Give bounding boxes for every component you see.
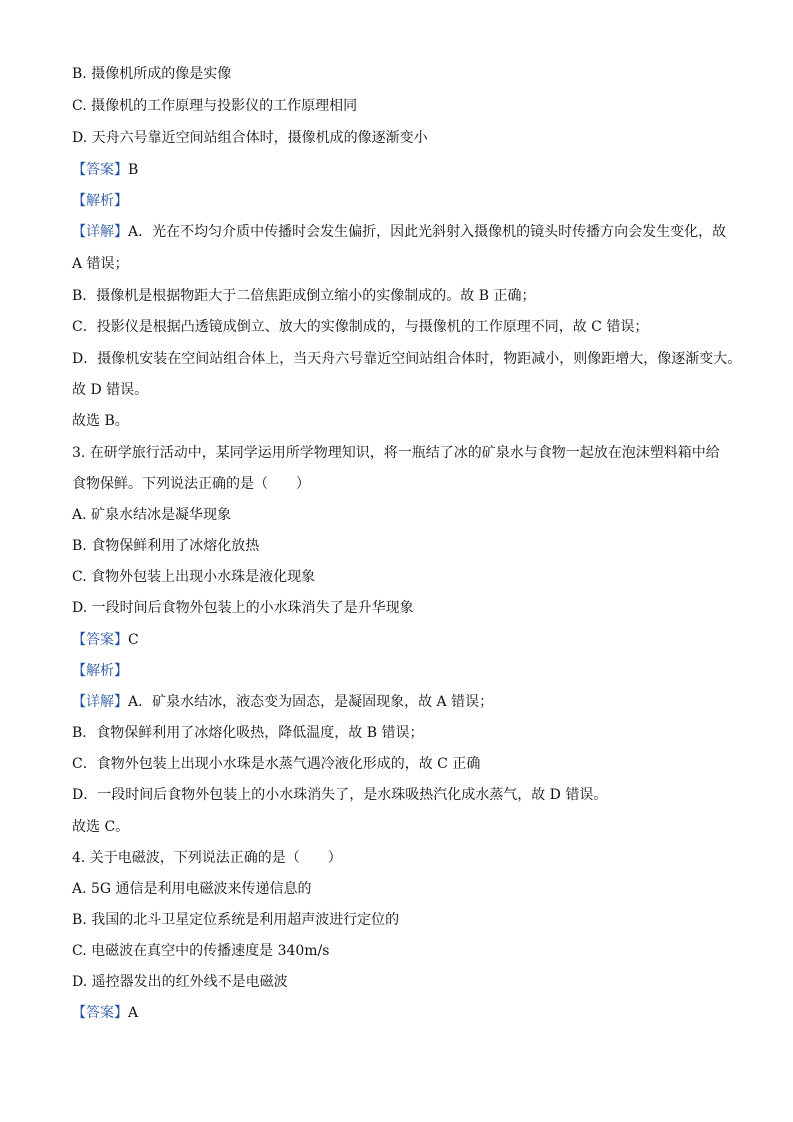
line-text: B. 摄像机所成的像是实像 <box>72 66 232 82</box>
section-tag: 【答案】 <box>72 1005 128 1021</box>
text-line <box>72 910 399 930</box>
line-text: B. 食物保鲜利用了冰熔化放热 <box>72 538 260 554</box>
text-line <box>72 785 607 805</box>
line-text: A 错误； <box>72 256 129 272</box>
line-text: C. 食物外包装上出现小水珠是液化现象 <box>72 569 316 585</box>
tagged-line <box>72 191 128 211</box>
line-text: D. 遥控器发出的红外线不是电磁波 <box>72 974 288 990</box>
text-line <box>72 380 148 400</box>
section-tag: 【答案】 <box>72 162 128 178</box>
text-line <box>72 848 342 868</box>
tagged-line <box>72 692 493 712</box>
tagged-line <box>72 222 726 242</box>
text-line <box>72 96 357 116</box>
text-line <box>72 505 231 525</box>
section-tag: 【详解】 <box>72 224 128 240</box>
line-text: C. 摄像机的工作原理与投影仪的工作原理相同 <box>72 98 358 114</box>
text-line <box>72 474 310 494</box>
line-text: D. 天舟六号靠近空间站组合体时，摄像机成的像逐渐变小 <box>72 130 428 146</box>
line-text: 4. 关于电磁波，下列说法正确的是（ ） <box>72 850 342 866</box>
text-line <box>72 598 414 618</box>
text-line <box>72 536 259 556</box>
text-line <box>72 723 423 743</box>
line-text: 故 D 错误。 <box>72 382 149 398</box>
line-text: A. 矿泉水结冰是凝华现象 <box>72 507 232 523</box>
tagged-line <box>72 160 138 180</box>
line-text: B．摄像机是根据物距大于二倍焦距成倒立缩小的实像制成的。故 B 正确； <box>72 288 536 304</box>
section-tag: 【解析】 <box>72 663 128 679</box>
text-line <box>72 754 480 774</box>
text-line <box>72 567 315 587</box>
line-text: A．光在不均匀介质中传播时会发生偏折，因此光斜射入摄像机的镜头时传播方向会发生变化，故 <box>128 224 727 240</box>
section-tag: 【答案】 <box>72 632 128 648</box>
text-line <box>72 817 129 837</box>
line-text: B．食物保鲜利用了冰熔化吸热，降低温度，故 B 错误； <box>72 725 424 741</box>
line-text: B. 我国的北斗卫星定位系统是利用超声波进行定位的 <box>72 912 400 928</box>
text-line <box>72 411 129 431</box>
line-text: C．食物外包装上出现小水珠是水蒸气遇冷液化形成的，故 C 正确 <box>72 756 481 772</box>
text-line <box>72 443 720 463</box>
tagged-line <box>72 661 128 681</box>
section-tag: 【详解】 <box>72 694 128 710</box>
line-text: 故选 B。 <box>72 413 129 429</box>
line-text: D．摄像机安装在空间站组合体上，当天舟六号靠近空间站组合体时，物距减小，则像距增大，像逐渐变大。 <box>72 351 742 367</box>
tagged-line <box>72 1003 138 1023</box>
section-tag: 【解析】 <box>72 193 128 209</box>
line-text: 食物保鲜。下列说法正确的是（ ） <box>72 476 310 492</box>
line-text: A. 5G 通信是利用电磁波来传递信息的 <box>72 881 312 897</box>
tagged-line <box>72 630 139 650</box>
text-line <box>72 879 312 899</box>
text-line <box>72 317 648 337</box>
line-text: D. 一段时间后食物外包装上的小水珠消失了是升华现象 <box>72 600 414 616</box>
line-text: 故选 C。 <box>72 819 130 835</box>
line-text: A．矿泉水结冰，液态变为固态，是凝固现象，故 A 错误； <box>128 694 494 710</box>
line-text: C <box>128 632 139 648</box>
line-text: B <box>128 162 139 178</box>
text-line <box>72 972 288 992</box>
text-line <box>72 64 231 84</box>
text-line <box>72 941 329 961</box>
line-text: D．一段时间后食物外包装上的小水珠消失了，是水珠吸热汽化成水蒸气，故 D 错误。 <box>72 787 608 803</box>
text-line <box>72 254 129 274</box>
line-text: 3. 在研学旅行活动中，某同学运用所学物理知识，将一瓶结了冰的矿泉水与食物一起放在泡沫塑料箱中给 <box>72 445 720 461</box>
text-line <box>72 128 428 148</box>
line-text: A <box>128 1005 139 1021</box>
text-line <box>72 286 535 306</box>
line-text: C. 电磁波在真空中的传播速度是 340m/s <box>72 943 330 959</box>
line-text: C．投影仪是根据凸透镜成倒立、放大的实像制成的，与摄像机的工作原理不同，故 C 错误； <box>72 319 649 335</box>
text-line <box>72 349 741 369</box>
